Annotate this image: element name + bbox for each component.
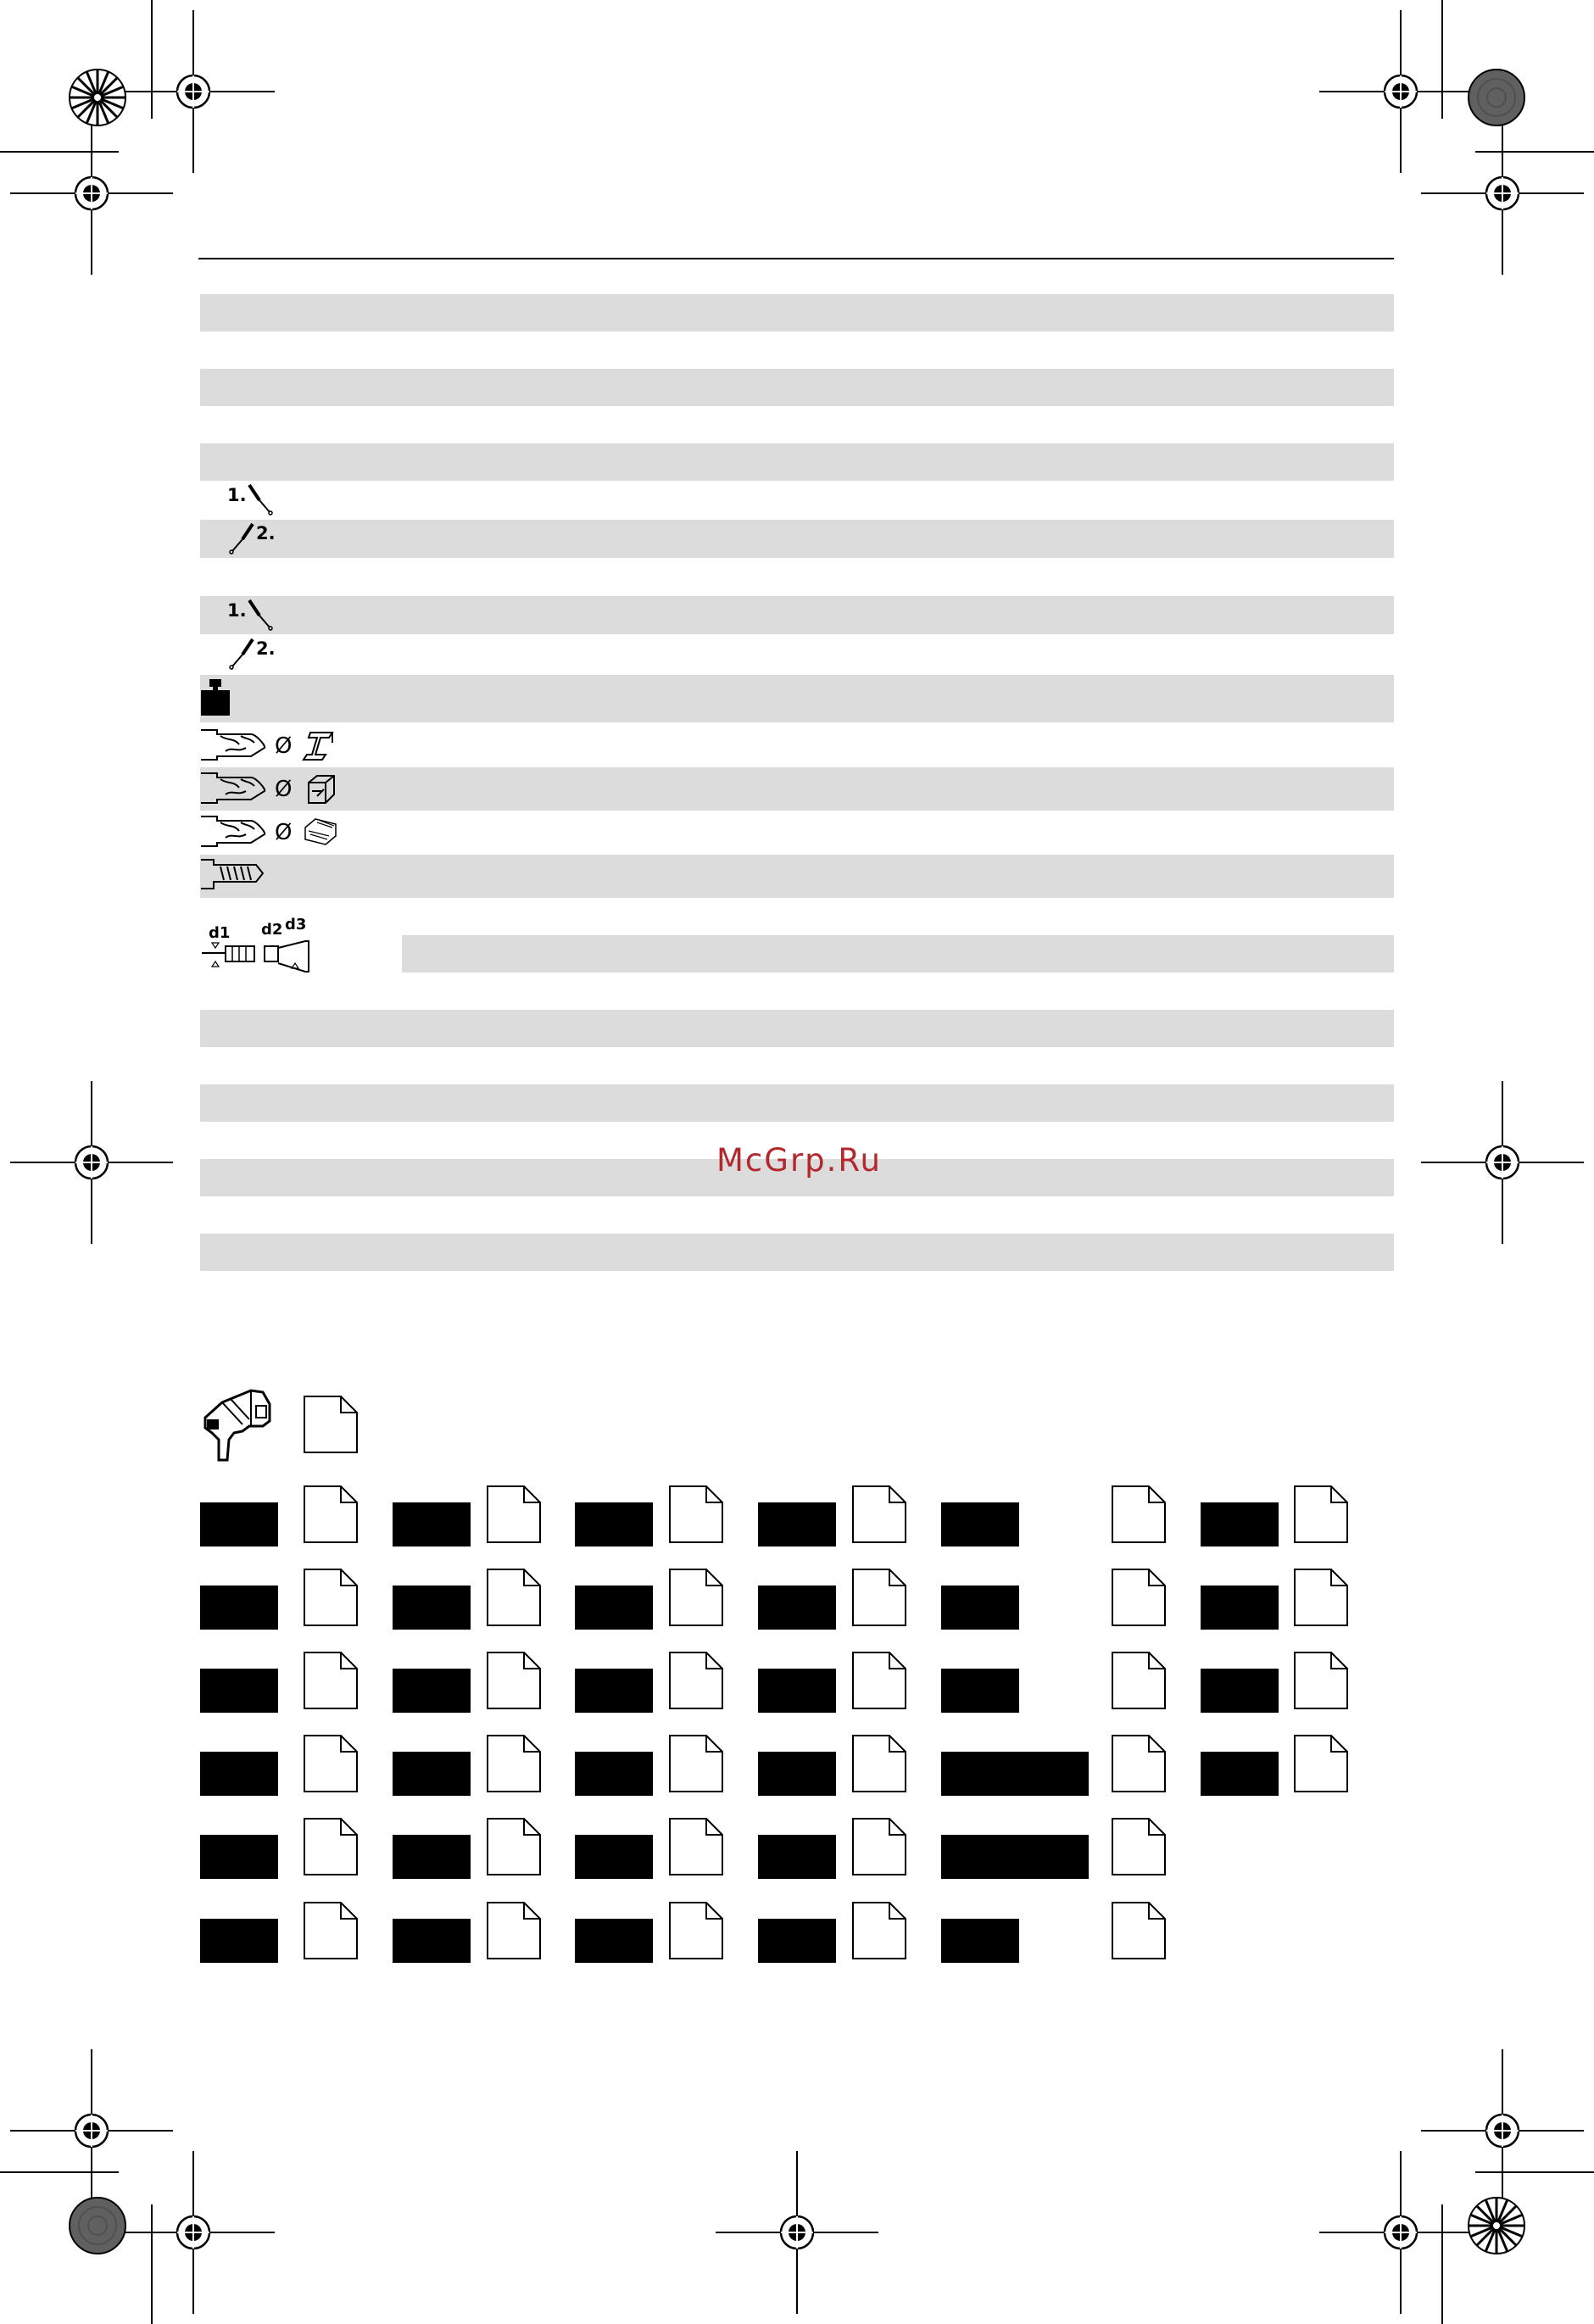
diameter-symbol: Ø [275, 777, 293, 802]
document-icon [669, 1735, 723, 1796]
document-icon [852, 1652, 906, 1713]
document-icon [304, 1735, 358, 1796]
document-icon [852, 1569, 906, 1630]
spec-row [200, 443, 1394, 481]
document-icon [487, 1485, 541, 1547]
redacted-label [575, 1502, 653, 1547]
drill-bit-steel-row [200, 727, 336, 761]
document-icon [669, 1569, 723, 1630]
d3-label: d3 [285, 916, 307, 934]
registration-mark-icon [1319, 2151, 1482, 2314]
drill-bit-masonry-row [200, 771, 336, 805]
document-icon [304, 1485, 358, 1547]
registration-mark-icon [10, 1081, 173, 1244]
redacted-label [758, 1919, 836, 1963]
document-icon [487, 1818, 541, 1879]
document-icon [669, 1818, 723, 1879]
document-icon [852, 1818, 906, 1879]
header-rule [198, 258, 1394, 259]
document-icon [304, 1652, 358, 1713]
redacted-label [758, 1502, 836, 1547]
spec-row [200, 675, 1394, 722]
document-icon [1294, 1569, 1348, 1630]
document-icon [852, 1902, 906, 1963]
redacted-label [758, 1586, 836, 1630]
spec-row [200, 855, 1394, 898]
registration-mark-icon [1421, 112, 1584, 275]
diameter-symbol: Ø [275, 820, 293, 845]
d2-label: d2 [261, 921, 283, 939]
drill-bit-icon [201, 816, 265, 846]
watermark: McGrp.Ru [716, 1142, 882, 1179]
chuck-outline-icon [200, 941, 336, 975]
redacted-label [941, 1752, 1089, 1796]
starburst-target-icon [68, 68, 127, 127]
screwdriver-icon [248, 483, 273, 516]
redacted-label [575, 1586, 653, 1630]
document-icon [304, 1818, 358, 1879]
document-icon [304, 1569, 358, 1630]
grey-target-icon [68, 2196, 127, 2255]
spec-row [200, 1084, 1394, 1122]
redacted-label [1201, 1586, 1279, 1630]
spec-row [200, 1234, 1394, 1271]
wood-icon [305, 819, 336, 844]
document-icon [304, 1902, 358, 1963]
document-icon [852, 1485, 906, 1547]
spec-row [402, 935, 1394, 973]
spec-row [200, 767, 1394, 811]
screwdriver-icon [248, 599, 273, 631]
document-icon [1112, 1902, 1166, 1963]
redacted-label [941, 1502, 1019, 1547]
redacted-label [758, 1669, 836, 1713]
grey-target-icon [1467, 68, 1526, 127]
document-icon [487, 1652, 541, 1713]
chuck-diameter-icon [200, 916, 336, 975]
document-icon [1294, 1652, 1348, 1713]
document-icon [1112, 1485, 1166, 1547]
document-icon [1294, 1485, 1348, 1547]
document-icon [487, 1902, 541, 1963]
registration-mark-icon [112, 2151, 275, 2314]
steel-beam-icon [304, 733, 332, 760]
step-two-label: 2. [256, 638, 276, 659]
redacted-label [393, 1502, 471, 1547]
document-icon [1112, 1652, 1166, 1713]
document-icon [669, 1652, 723, 1713]
redacted-label [200, 1919, 278, 1963]
spec-row [200, 294, 1394, 332]
spec-row [200, 369, 1394, 406]
redacted-label [393, 1752, 471, 1796]
starburst-target-icon [1467, 2196, 1526, 2255]
redacted-label [941, 1919, 1019, 1963]
redacted-label [393, 1835, 471, 1879]
redacted-label [941, 1835, 1089, 1879]
step-one-label: 1. [227, 600, 247, 621]
redacted-label [758, 1835, 836, 1879]
spec-row [200, 1010, 1394, 1047]
drill-bit-icon [201, 730, 265, 760]
redacted-label [941, 1669, 1019, 1713]
redacted-label [200, 1835, 278, 1879]
document-icon [487, 1569, 541, 1630]
screw-anchor-icon [200, 858, 265, 892]
redacted-label [200, 1752, 278, 1796]
redacted-label [575, 1919, 653, 1963]
diameter-symbol: Ø [275, 733, 293, 759]
document-icon [1112, 1569, 1166, 1630]
screwdriver-icon [229, 522, 254, 555]
registration-mark-icon [1421, 1081, 1584, 1244]
document-icon [669, 1902, 723, 1963]
weight-icon [200, 678, 231, 717]
registration-mark-icon [10, 2049, 173, 2212]
redacted-label [575, 1835, 653, 1879]
redacted-label [200, 1669, 278, 1713]
document-icon [852, 1735, 906, 1796]
document-icon [1294, 1735, 1348, 1796]
registration-mark-icon [1421, 2049, 1584, 2212]
registration-mark-icon [112, 10, 275, 173]
rotary-hammer-icon [200, 1384, 276, 1465]
redacted-label [393, 1919, 471, 1963]
document-icon [669, 1485, 723, 1547]
document-icon [1112, 1818, 1166, 1879]
redacted-label [200, 1502, 278, 1547]
registration-mark-icon [716, 2151, 878, 2314]
d1-label: d1 [209, 924, 231, 942]
document-icon [304, 1396, 358, 1457]
registration-mark-icon [10, 112, 173, 275]
redacted-label [575, 1752, 653, 1796]
spec-row [200, 596, 1394, 634]
redacted-label [393, 1586, 471, 1630]
registration-mark-icon [1319, 10, 1482, 173]
step-two-label: 2. [256, 523, 276, 543]
redacted-label [1201, 1669, 1279, 1713]
redacted-label [1201, 1752, 1279, 1796]
document-icon [487, 1735, 541, 1796]
redacted-label [1201, 1502, 1279, 1547]
drill-bit-wood-row [200, 814, 336, 848]
redacted-label [758, 1752, 836, 1796]
redacted-label [200, 1586, 278, 1630]
spec-row [200, 520, 1394, 558]
masonry-icon [309, 776, 334, 803]
document-icon [1112, 1735, 1166, 1796]
drill-bit-icon [201, 773, 265, 803]
screwdriver-icon [229, 638, 254, 670]
redacted-label [941, 1586, 1019, 1630]
step-one-label: 1. [227, 485, 247, 505]
redacted-label [575, 1669, 653, 1713]
redacted-label [393, 1669, 471, 1713]
